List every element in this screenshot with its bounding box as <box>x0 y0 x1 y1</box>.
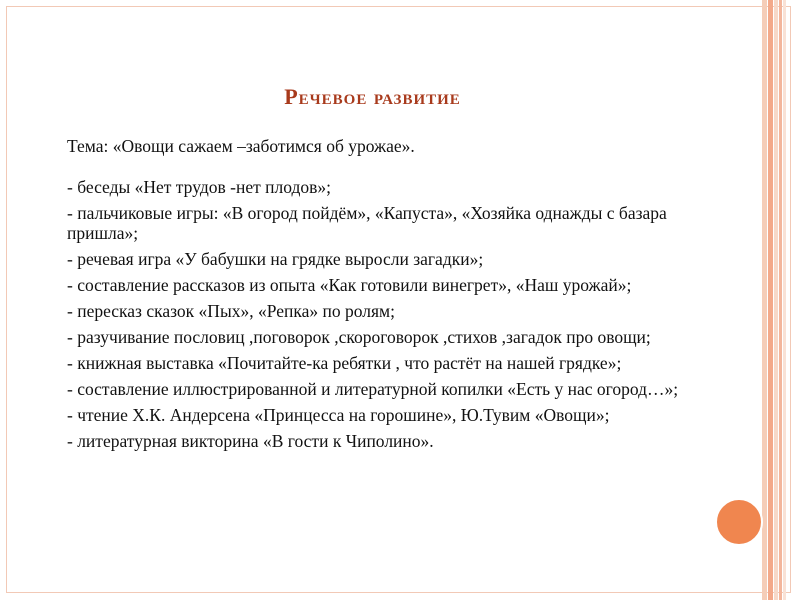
list-item: - книжная выставка «Почитайте-ка ребятки , что растёт на нашей грядке»; <box>67 353 622 373</box>
decorative-stripe <box>774 0 778 600</box>
topic-line: Тема: «Овощи сажаем –заботимся об урожае». <box>67 136 415 156</box>
list-item: - составление иллюстрированной и литературной копилки «Есть у нас огород…»; <box>67 379 679 399</box>
decorative-stripe <box>779 0 782 600</box>
list-item: - речевая игра «У бабушки на грядке выросли загадки»; <box>67 249 484 269</box>
list-item: - литературная викторина «В гости к Чиполино». <box>67 431 434 451</box>
list-item: - составление рассказов из опыта «Как готовили винегрет», «Наш урожай»; <box>67 275 632 295</box>
decorative-stripe <box>762 0 767 600</box>
list-item: - чтение Х.К. Андерсена «Принцесса на горошине», Ю.Тувим «Овощи»; <box>67 405 610 425</box>
list-item: - пересказ сказок «Пых», «Репка» по ролям; <box>67 301 395 321</box>
decorative-stripe <box>768 0 773 600</box>
decorative-stripe <box>783 0 786 600</box>
list-item: - разучивание пословиц ,поговорок ,скороговорок ,стихов ,загадок про овощи; <box>67 327 651 347</box>
list-item: - беседы «Нет трудов -нет плодов»; <box>67 177 331 197</box>
slide-title: Речевое развитие <box>284 84 461 109</box>
slide-content <box>67 136 717 457</box>
decorative-circle-icon <box>715 498 763 546</box>
list-item: - пальчиковые игры: «В огород пойдём», «Капуста», «Хозяйка однажды с базара пришла»; <box>67 203 667 243</box>
